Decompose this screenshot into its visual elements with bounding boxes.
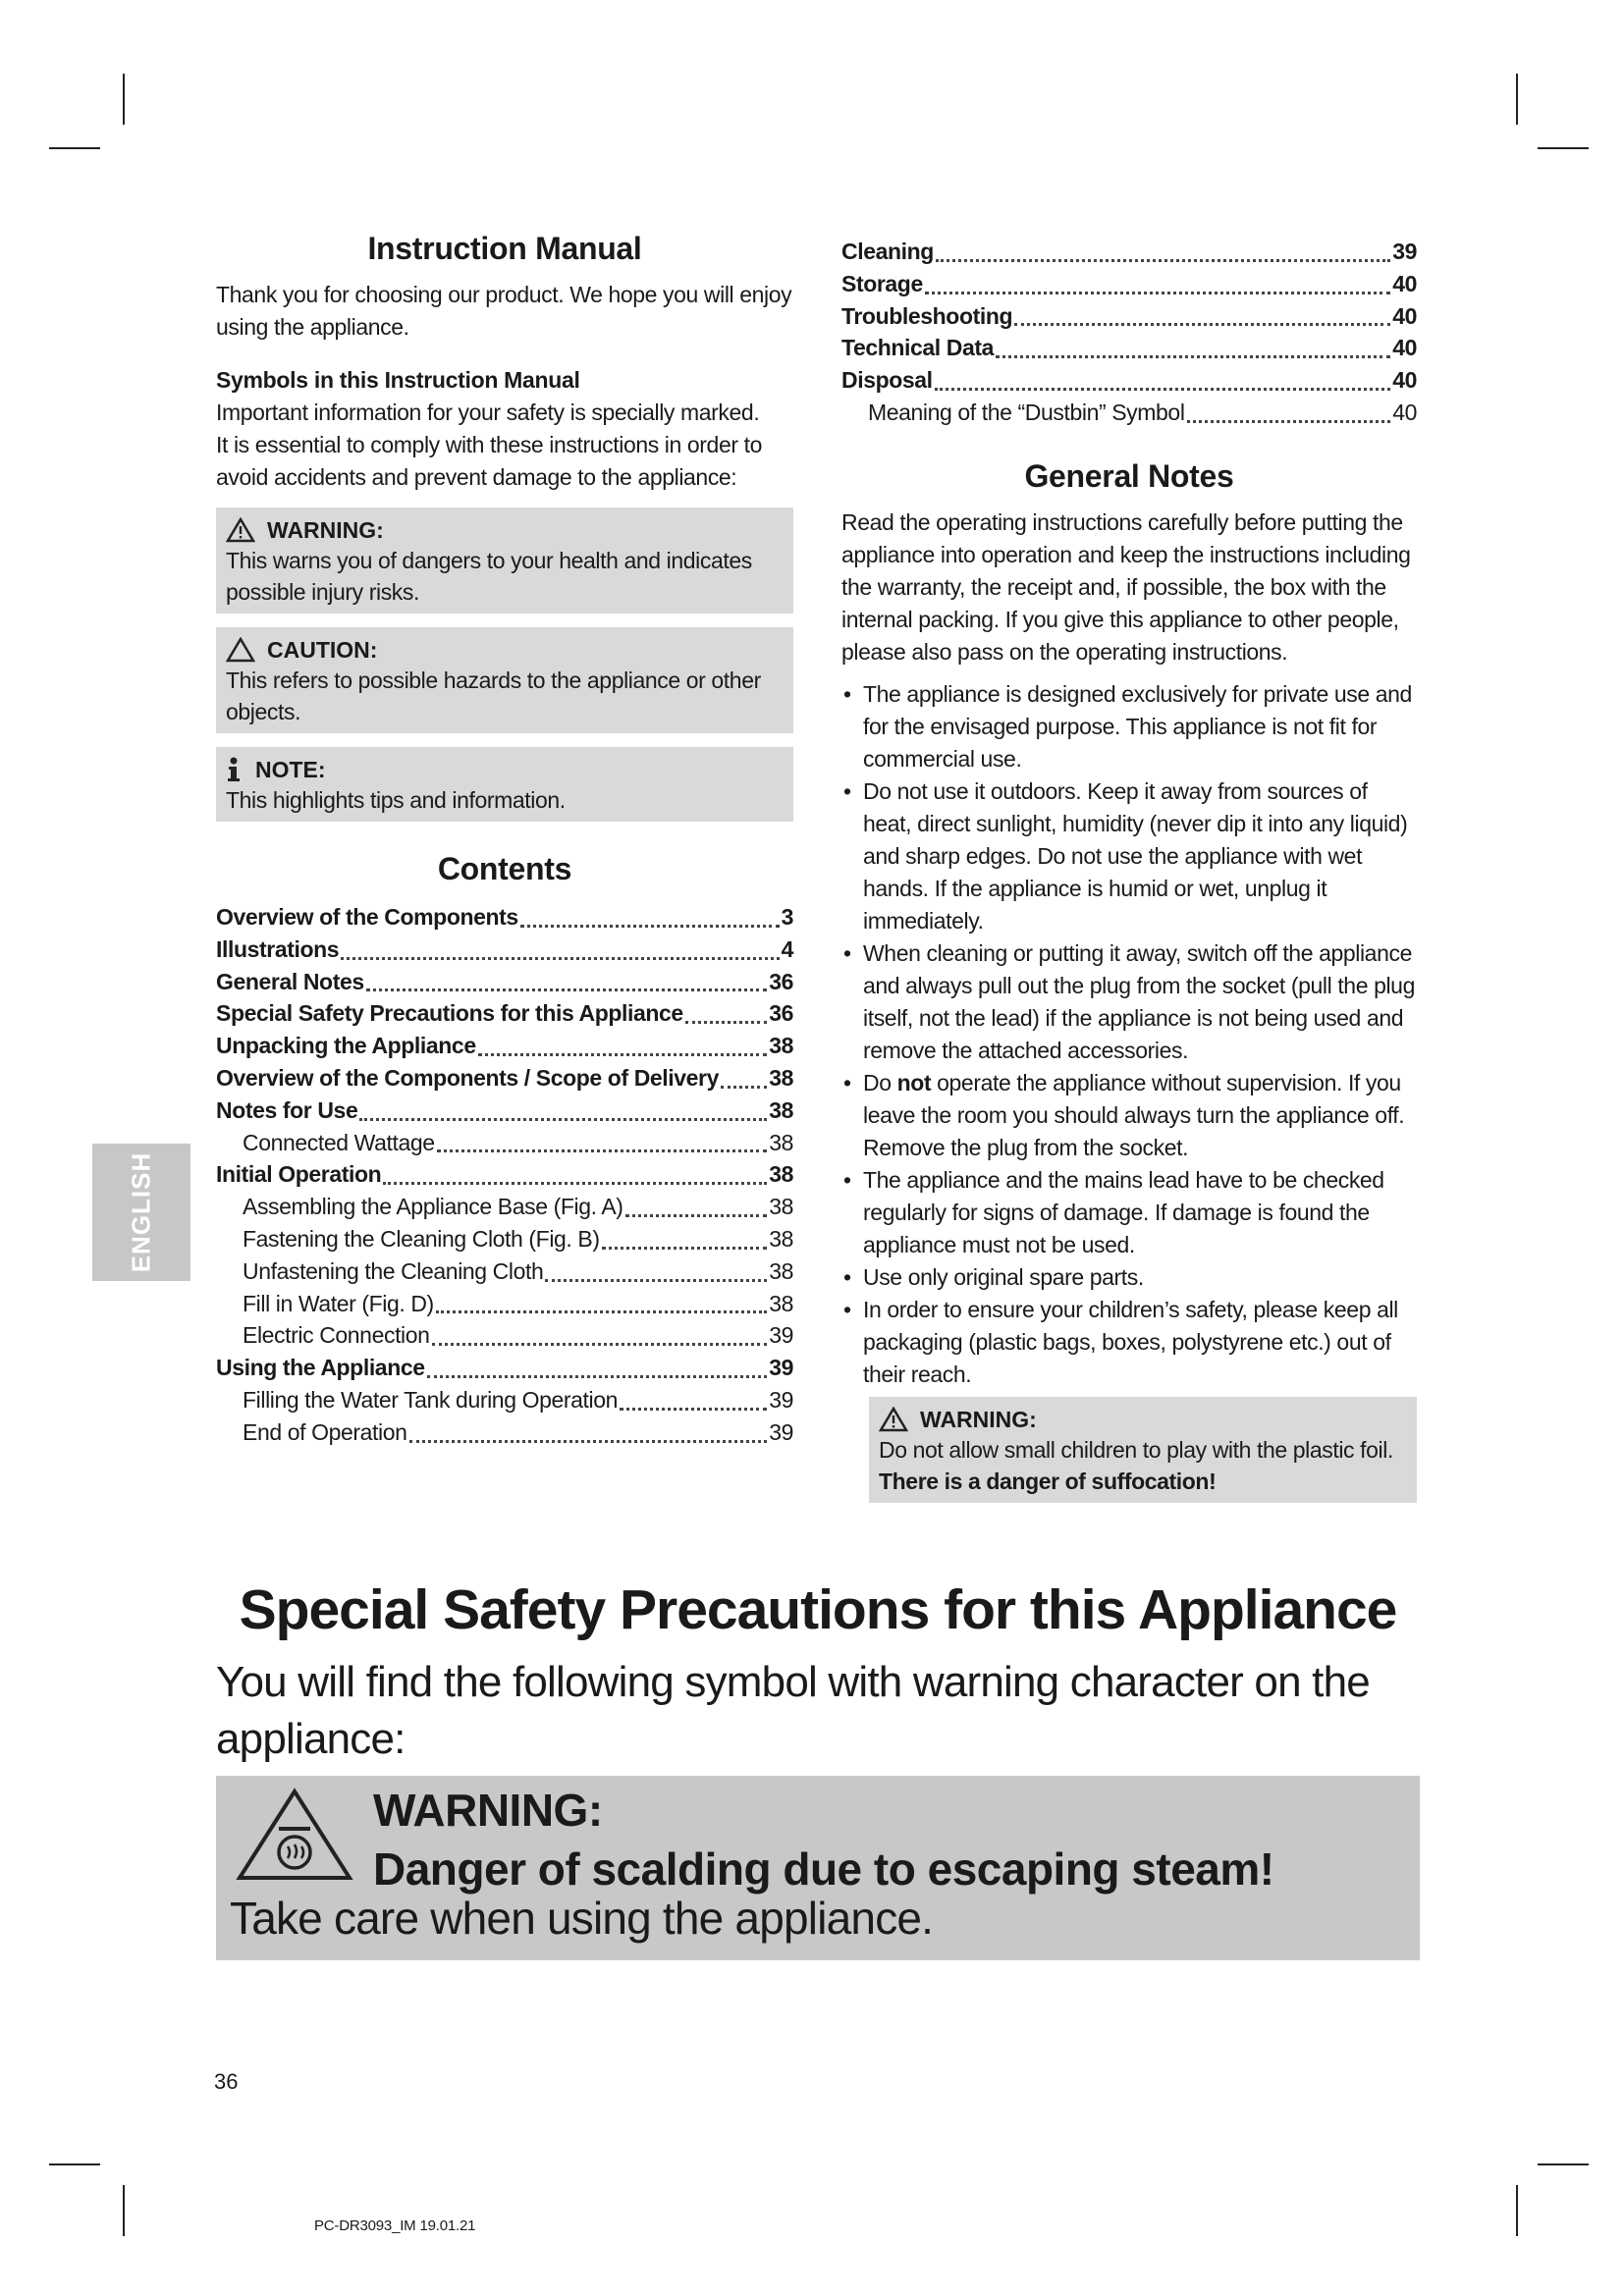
crop-mark bbox=[1538, 147, 1589, 149]
toc-item[interactable]: Troubleshooting 40 bbox=[841, 302, 1417, 329]
crop-mark bbox=[123, 2185, 125, 2236]
caution-text: This refers to possible hazards to the appliance or other objects. bbox=[226, 667, 761, 724]
warning-text: This warns you of dangers to your health and indicates possible injury risks. bbox=[226, 548, 752, 605]
crop-mark bbox=[1538, 2163, 1589, 2165]
toc-item[interactable]: Cleaning 39 bbox=[841, 239, 1417, 264]
bullet-item: • Do not use it outdoors. Keep it away from sources of heat, direct sunlight, humidity (never dip it into any liquid) and sharp edges. Do not use the appliance with wet hands. If the appliance is humid or wet, unplug it immediately. bbox=[841, 775, 1417, 937]
note-title: NOTE: bbox=[255, 757, 326, 782]
bullet-item: • The appliance is designed exclusively for private use and for the envisaged purpose. This appliance is not fit for commercial use. bbox=[841, 678, 1417, 775]
general-notes-heading: General Notes bbox=[1024, 457, 1234, 494]
warning-text: Do not allow small children to play with the plastic foil. bbox=[879, 1436, 1393, 1463]
toc-item[interactable]: Notes for Use 38 bbox=[216, 1096, 793, 1123]
toc-subitem[interactable]: Unfastening the Cleaning Cloth 38 bbox=[243, 1257, 793, 1284]
toc-subitem[interactable]: Connected Wattage 38 bbox=[243, 1129, 793, 1155]
caution-triangle-icon bbox=[226, 637, 255, 663]
crop-mark bbox=[1516, 74, 1518, 125]
contents-list-left bbox=[216, 901, 793, 1449]
crop-mark bbox=[123, 74, 125, 125]
toc-item[interactable]: Using the Appliance 39 bbox=[216, 1355, 793, 1381]
symbols-text-2: It is essential to comply with these instructions in order to avoid accidents and prevent damage to the appliance: bbox=[216, 432, 762, 490]
toc-subitem[interactable]: End of Operation 39 bbox=[243, 1418, 793, 1445]
steam-warning-danger: Danger of scalding due to escaping steam! bbox=[373, 1843, 1274, 1895]
steam-warning-title: WARNING: bbox=[373, 1785, 603, 1836]
left-column bbox=[216, 231, 793, 1449]
contents-list-right bbox=[841, 236, 1417, 429]
bullet-item: • Use only original spare parts. bbox=[841, 1261, 1417, 1294]
crop-mark bbox=[49, 147, 100, 149]
toc-item[interactable]: Special Safety Precautions for this Appliance 36 bbox=[216, 1000, 793, 1027]
toc-subitem[interactable]: Filling the Water Tank during Operation 39 bbox=[243, 1386, 793, 1413]
hot-steam-warning-icon bbox=[236, 1788, 353, 1882]
info-icon bbox=[226, 757, 244, 782]
general-notes-list bbox=[841, 678, 1417, 1391]
special-safety-lead: You will find the following symbol with warning character on the appliance: bbox=[216, 1658, 1370, 1763]
warning-triangle-icon bbox=[226, 517, 255, 543]
toc-subitem[interactable]: Assembling the Appliance Base (Fig. A) 38 bbox=[243, 1194, 793, 1220]
note-text: This highlights tips and information. bbox=[226, 787, 566, 813]
warning-bold-text: There is a danger of suffocation! bbox=[879, 1468, 1217, 1494]
symbols-text-1: Important information for your safety is specially marked. bbox=[216, 400, 760, 425]
special-safety-heading: Special Safety Precautions for this Appliance bbox=[239, 1578, 1397, 1641]
crop-mark bbox=[49, 2163, 100, 2165]
toc-item[interactable]: Disposal 40 bbox=[841, 367, 1417, 394]
warning-box bbox=[216, 507, 793, 614]
toc-subitem[interactable]: Meaning of the “Dustbin” Symbol 40 bbox=[868, 399, 1417, 425]
toc-item[interactable]: Storage 40 bbox=[841, 270, 1417, 296]
special-safety-section bbox=[216, 1575, 1420, 1960]
toc-item[interactable]: Illustrations 4 bbox=[216, 935, 793, 962]
warning-title: WARNING: bbox=[267, 517, 384, 543]
language-side-tab bbox=[92, 1144, 190, 1281]
bullet-item: • In order to ensure your children’s safety, please keep all packaging (plastic bags, boxes, polystyrene etc.) out of their reach. bbox=[841, 1294, 1417, 1391]
right-column bbox=[841, 236, 1417, 1503]
page-number: 36 bbox=[214, 2069, 239, 2094]
toc-item[interactable]: Unpacking the Appliance 38 bbox=[216, 1033, 793, 1059]
toc-item[interactable]: Technical Data 40 bbox=[841, 335, 1417, 361]
caution-title: CAUTION: bbox=[267, 637, 378, 663]
note-box bbox=[216, 747, 793, 822]
bullet-item: • The appliance and the mains lead have to be checked regularly for signs of damage. If damage is found the appliance must not be used. bbox=[841, 1164, 1417, 1261]
general-notes-intro: Read the operating instructions carefully before putting the appliance into operation and keep the instructions including the warranty, the receipt and, if possible, the box with the internal packing. If you give this appliance to other people, please also pass on the operating instructions. bbox=[841, 508, 1411, 665]
toc-item[interactable]: Overview of the Components 3 bbox=[216, 904, 793, 930]
footer-doc-id: PC-DR3093_IM 19.01.21 bbox=[314, 2217, 476, 2234]
intro-text: Thank you for choosing our product. We hope you will enjoy using the appliance. bbox=[216, 282, 792, 340]
toc-item[interactable]: General Notes 36 bbox=[216, 968, 793, 994]
toc-item[interactable]: Initial Operation 38 bbox=[216, 1161, 793, 1188]
suffocation-warning-box bbox=[869, 1397, 1417, 1503]
warning-title: WARNING: bbox=[920, 1406, 1037, 1432]
warning-triangle-icon bbox=[879, 1407, 908, 1432]
language-label: ENGLISH bbox=[126, 1151, 156, 1273]
toc-subitem[interactable]: Fill in Water (Fig. D) 38 bbox=[243, 1290, 793, 1316]
toc-item[interactable]: Overview of the Components / Scope of Delivery 38 bbox=[216, 1064, 793, 1091]
toc-subitem[interactable]: Fastening the Cleaning Cloth (Fig. B) 38 bbox=[243, 1225, 793, 1252]
toc-subitem[interactable]: Electric Connection 39 bbox=[243, 1322, 793, 1349]
steam-warning-note: Take care when using the appliance. bbox=[230, 1893, 934, 1944]
caution-box bbox=[216, 627, 793, 733]
steam-warning-box bbox=[216, 1776, 1420, 1960]
bullet-item: • When cleaning or putting it away, switch off the appliance and always pull out the plug from the socket (pull the plug itself, not the lead) if the appliance is not being used and remove the attached accessories. bbox=[841, 937, 1417, 1067]
contents-heading: Contents bbox=[437, 851, 572, 886]
symbols-heading: Symbols in this Instruction Manual bbox=[216, 367, 580, 393]
crop-mark bbox=[1516, 2185, 1518, 2236]
instruction-manual-heading: Instruction Manual bbox=[367, 231, 642, 266]
bullet-item: • Do not operate the appliance without supervision. If you leave the room you should always turn the appliance off. Remove the plug from the socket. bbox=[841, 1067, 1417, 1164]
